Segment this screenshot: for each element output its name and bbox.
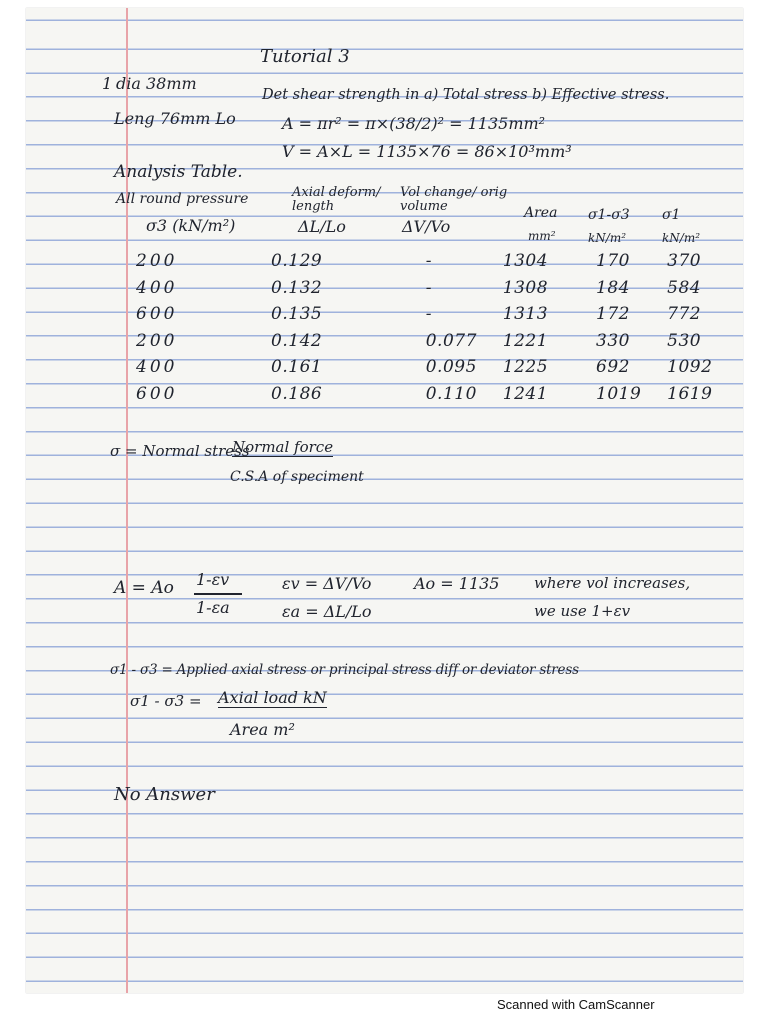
table-cell: 600 (136, 383, 178, 404)
column-header-area: Area mm² (524, 205, 558, 243)
axial-strain: εa = ΔL/Lo (282, 602, 372, 621)
area-formula: A = πr² = π×(38/2)² = 1135mm² (282, 114, 546, 133)
volume-increase-note-2: we use 1+εv (534, 602, 631, 620)
table-cell: 0.186 (271, 383, 323, 404)
table-row (26, 301, 743, 328)
table-cell: 200 (136, 330, 178, 351)
normal-stress-denominator: C.S.A of speciment (230, 469, 364, 485)
table-cell: 772 (667, 304, 702, 325)
table-cell: 200 (136, 251, 178, 272)
deviator-stress-denominator: Area m² (230, 720, 295, 739)
table-row (26, 354, 743, 381)
problem-statement: Det shear strength in a) Total stress b) Effective stress. (262, 87, 670, 103)
table-cell: 1619 (667, 383, 713, 404)
table-cell: 0.129 (271, 251, 323, 272)
problem-length: Leng 76mm Lo (114, 109, 236, 128)
area-correction-fraction-line (194, 593, 242, 595)
table-cell: 1308 (502, 277, 549, 298)
notebook-page (26, 8, 743, 993)
column-header-axial-deformation: Axial deform/ length ΔL/Lo (292, 185, 381, 237)
table-cell: 370 (667, 251, 702, 272)
original-area: Ao = 1135 (414, 574, 500, 593)
area-correction-denominator: 1-εa (196, 598, 230, 617)
table-heading: Analysis Table. (114, 162, 243, 182)
table-cell: 400 (136, 357, 178, 378)
answer-note: No Answer (114, 784, 215, 805)
page-title: Tutorial 3 (260, 46, 350, 67)
column-header-deviator: σ1-σ3 kN/m² (588, 207, 630, 245)
table-cell: 692 (596, 357, 630, 378)
column-header-sigma1: σ1 kN/m² (662, 207, 701, 245)
table-cell: 0.161 (271, 357, 323, 378)
area-correction-lhs: A = Ao (114, 578, 174, 598)
table-cell: 1019 (596, 383, 642, 404)
deviator-stress-lhs: σ1 - σ3 = (130, 692, 202, 710)
deviator-stress-numerator: Axial load kN (218, 688, 327, 707)
table-row (26, 275, 743, 302)
deviator-stress-definition: σ1 - σ3 = Applied axial stress or principal stress diff or deviator stress (110, 662, 579, 678)
margin-line (126, 8, 128, 993)
analysis-table (26, 248, 743, 407)
table-cell: 1304 (502, 251, 549, 272)
table-cell: 1221 (502, 330, 549, 351)
table-cell: 0.132 (271, 277, 323, 298)
table-cell: 1225 (502, 357, 549, 378)
volume-formula: V = A×L = 1135×76 = 86×10³mm³ (282, 142, 572, 161)
table-cell: 330 (596, 330, 630, 351)
column-header-pressure: All round pressure σ3 (kN/m²) (116, 191, 249, 235)
table-cell: 400 (136, 277, 178, 298)
table-cell: 1241 (502, 383, 549, 404)
scanner-watermark: Scanned with CamScanner (497, 997, 655, 1012)
table-cell: 600 (136, 304, 178, 325)
table-cell: 1092 (667, 357, 713, 378)
table-cell: 530 (667, 330, 702, 351)
volume-increase-note-1: where vol increases, (534, 574, 691, 592)
table-cell: 0.095 (425, 357, 477, 378)
table-cell: 1313 (502, 304, 549, 325)
volumetric-strain: εv = ΔV/Vo (282, 574, 372, 593)
table-cell: 184 (596, 277, 630, 298)
normal-stress-numerator: Normal force (232, 438, 334, 456)
table-cell: 0.077 (425, 330, 477, 351)
table-cell: 0.142 (271, 330, 323, 351)
normal-stress-lhs: σ = Normal stress (110, 442, 250, 460)
table-cell: 170 (596, 251, 630, 272)
table-row (26, 381, 743, 408)
table-cell: 0.110 (425, 383, 477, 404)
table-row (26, 248, 743, 275)
table-cell: 0.135 (271, 304, 323, 325)
table-cell: 172 (596, 304, 630, 325)
problem-dia: dia 38mm (116, 74, 197, 93)
area-correction-numerator: 1-εv (196, 570, 230, 589)
table-cell: 584 (667, 277, 702, 298)
table-cell: - (425, 304, 432, 325)
problem-number: 1 (102, 74, 113, 93)
table-row (26, 328, 743, 355)
table-cell: - (425, 251, 432, 272)
table-cell: - (425, 277, 432, 298)
column-header-volume-change: Vol change/ orig volume ΔV/Vo (400, 185, 508, 237)
